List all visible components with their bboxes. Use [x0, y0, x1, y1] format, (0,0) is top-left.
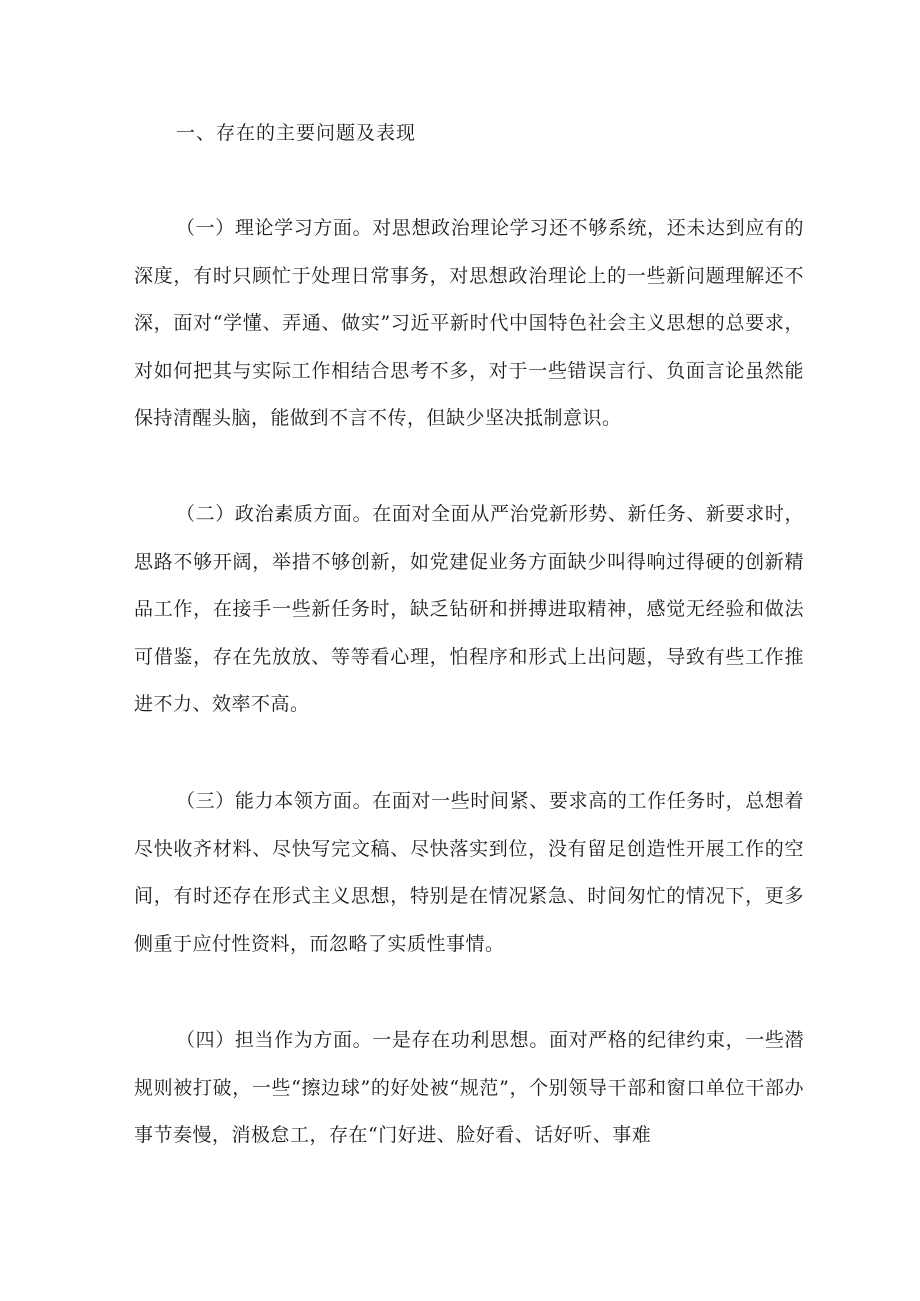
paragraph-ability: （三）能力本领方面。在面对一些时间紧、要求高的工作任务时，总想着尽快收齐材料、尽快写完文稿、尽快落实到位，没有留足创造性开展工作的空间，有时还存在形式主义思想，特别是在情况紧急、时间匆忙的情况下，更多侧重于应付性资料，而忽略了实质性事情。 [134, 790, 804, 955]
paragraph-responsibility: （四）担当作为方面。一是存在功利思想。面对严格的纪律约束，一些潜规则被打破，一些“擦边球”的好处被“规范”，个别领导干部和窗口单位干部办事节奏慢，消极怠工，存在“门好进、脸好看、话好听、事难 [134, 1029, 804, 1146]
paragraph-theory-study: （一）理论学习方面。对思想政治理论学习还不够系统，还未达到应有的深度，有时只顾忙于处理日常事务，对思想政治理论上的一些新问题理解还不深，面对“学懂、弄通、做实”习近平新时代中国特色社会主义思想的总要求，对如何把其与实际工作相结合思考不多，对于一些错误言行、负面言论虽然能保持清醒头脑，能做到不言不传，但缺少坚决抵制意识。 [134, 217, 804, 429]
section-heading: 一、存在的主要问题及表现 [176, 122, 417, 144]
paragraph-political-quality: （二）政治素质方面。在面对全面从严治党新形势、新任务、新要求时，思路不够开阔，举措不够创新，如党建促业务方面缺少叫得响过得硬的创新精品工作，在接手一些新任务时，缺乏钻研和拼搏进取精神，感觉无经验和做法可借鉴，存在先放放、等等看心理，怕程序和形式上出问题，导致有些工作推进不力、效率不高。 [134, 503, 804, 715]
